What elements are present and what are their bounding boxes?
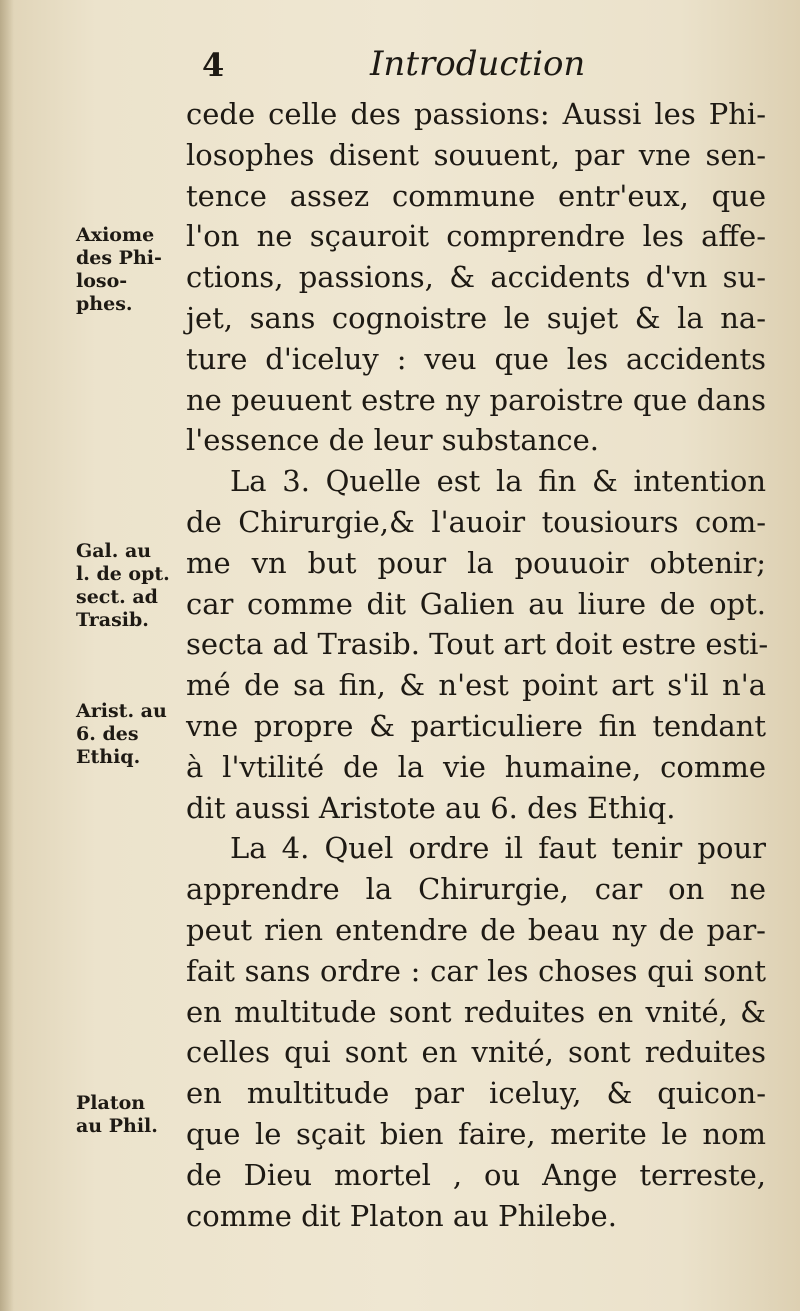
margin-note-aristote [76, 700, 184, 769]
text-line: l'essence de leur substance. [186, 423, 600, 458]
text-line: que le sçait bien faire, merite le nom [186, 1116, 766, 1151]
page-gutter-shadow [0, 0, 14, 1311]
page-number: 4 [202, 46, 225, 84]
text-line: peut rien entendre de beau ny de par- [186, 912, 766, 947]
text-line: jet, sans cognoistre le sujet & la na- [186, 300, 766, 335]
text-line: en multitude par iceluy, & quicon- [186, 1076, 766, 1111]
text-line: tence assez commune entr'eux, que [186, 178, 766, 213]
margin-note-line: l. de opt. [76, 563, 170, 585]
running-head: Introduction [370, 44, 586, 84]
text-line: La 4. Quel ordre il faut tenir pour [230, 831, 766, 866]
text-line: ctions, passions, & accidents d'vn su- [186, 260, 766, 295]
text-line: ne peuuent estre ny paroistre que dans [186, 382, 766, 417]
margin-note-platon [76, 1092, 184, 1138]
text-line: mé de sa fin, & n'est point art s'il n'a [186, 668, 766, 703]
page-header [0, 40, 800, 90]
margin-note-line: des Phi- [76, 247, 162, 269]
margin-note-line: loso- [76, 270, 128, 292]
text-line: secta ad Trasib. Tout art doit estre esti- [186, 627, 769, 662]
margin-note-line: Trasib. [76, 609, 149, 631]
text-line: l'on ne sçauroit comprendre les affe- [186, 219, 766, 254]
margin-note-line: Axiome [76, 224, 155, 246]
text-line: vne propre & particuliere fin tendant [186, 708, 766, 743]
margin-note-line: Arist. au [76, 700, 167, 722]
text-line: me vn but pour la pouuoir obtenir; [186, 545, 766, 580]
text-line: celles qui sont en vnité, sont reduites [186, 1035, 766, 1070]
text-line: fait sans ordre : car les choses qui sont [186, 953, 766, 988]
margin-note-line: Gal. au [76, 540, 152, 562]
margin-note-galien [76, 540, 184, 632]
text-line: à l'vtilité de la vie humaine, comme [186, 749, 766, 784]
text-line: de Chirurgie,& l'auoir tousiours com- [186, 504, 766, 539]
margin-note-line: phes. [76, 293, 133, 315]
text-line: apprendre la Chirurgie, car on ne [186, 872, 766, 907]
text-line: comme dit Platon au Philebe. [186, 1198, 617, 1233]
text-line: ture d'iceluy : veu que les accidents [186, 341, 766, 376]
margin-note-line: 6. des [76, 723, 139, 745]
text-line: de Dieu mortel , ou Ange terreste, [186, 1157, 766, 1192]
text-line: La 3. Quelle est la fin & intention [230, 464, 766, 499]
text-line: dit aussi Aristote au 6. des Ethiq. [186, 790, 676, 825]
body-text [186, 94, 769, 1236]
margin-note-line: au Phil. [76, 1115, 158, 1137]
margin-note-line: sect. ad [76, 586, 158, 608]
margin-note-line: Ethiq. [76, 746, 141, 768]
text-line: en multitude sont reduites en vnité, & [186, 994, 766, 1029]
margin-note-line: Platon [76, 1092, 146, 1114]
text-line: losophes disent souuent, par vne sen- [186, 137, 766, 172]
text-line: cede celle des passions: Aussi les Phi- [186, 97, 766, 131]
margin-note-axiome [76, 224, 184, 316]
text-line: car comme dit Galien au liure de opt. [186, 586, 766, 621]
